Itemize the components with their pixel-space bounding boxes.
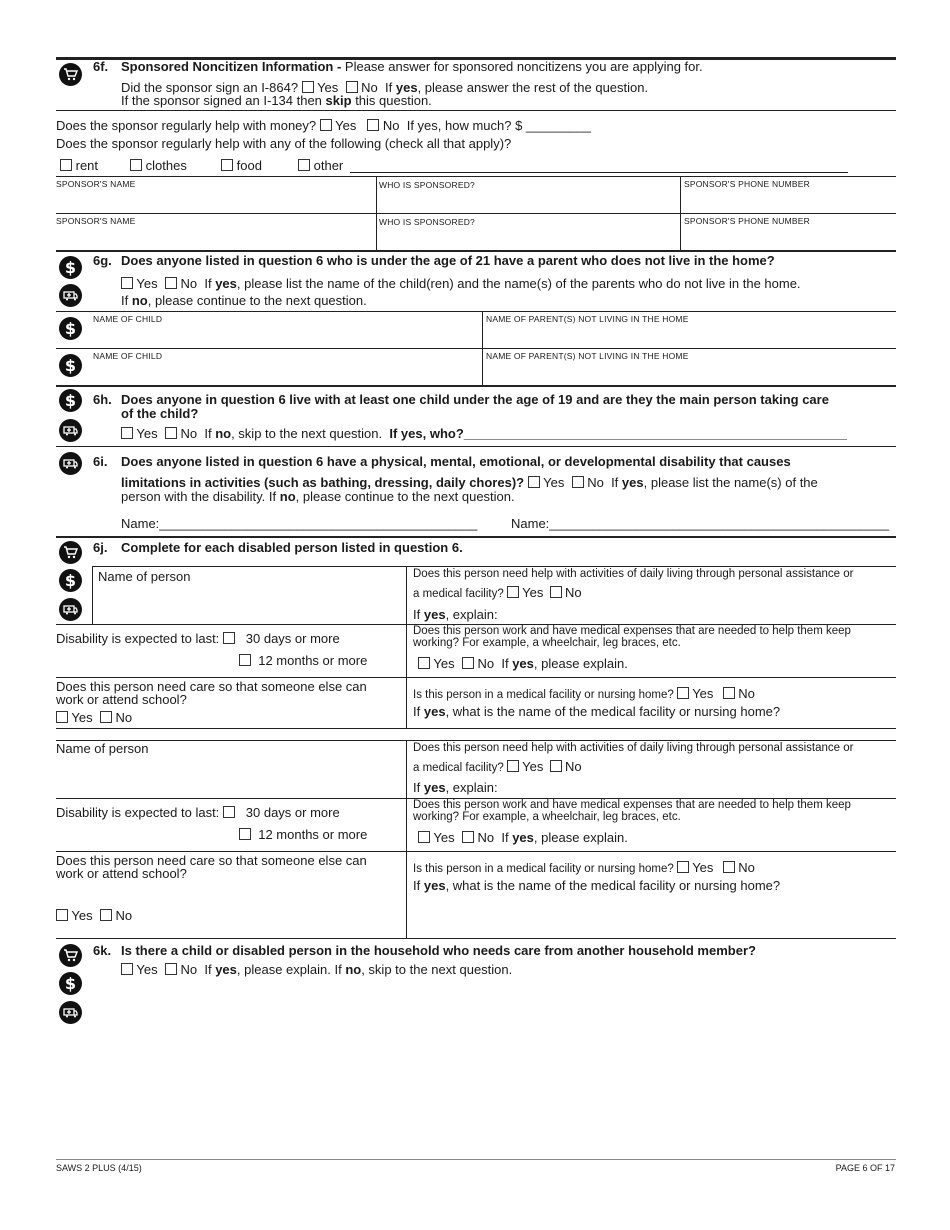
caretaker-who-field[interactable]: If yes, who?_____________________________________________________: [389, 426, 847, 441]
section-number: 6k.: [93, 943, 112, 958]
i864-yes-checkbox[interactable]: [302, 81, 314, 93]
facility-no-checkbox[interactable]: [723, 687, 735, 699]
section-question: Is there a child or disabled person in the household who needs care from another household member?: [121, 943, 756, 958]
facility-name-question: If yes, what is the name of the medical facility or nursing home?: [413, 878, 781, 893]
sponsor-phone-label: SPONSOR'S PHONE NUMBER: [684, 179, 810, 189]
adl-yes-checkbox[interactable]: [507, 760, 519, 772]
adl-explain: If yes, explain:: [413, 780, 498, 795]
clothes-checkbox[interactable]: [130, 159, 142, 171]
divider: [56, 385, 896, 387]
dollar-icon: $: [59, 317, 82, 340]
divider: [92, 566, 93, 624]
medical-icon: [59, 452, 82, 475]
child-name-label: NAME OF CHILD: [93, 314, 163, 324]
facility-yes-checkbox[interactable]: [677, 861, 689, 873]
disability-duration-label: Disability is expected to last: 30 days or more: [56, 631, 340, 646]
months12-checkbox[interactable]: [239, 654, 251, 666]
days30-checkbox[interactable]: [223, 806, 235, 818]
divider: [56, 728, 896, 729]
months12-option: 12 months or more: [239, 653, 367, 668]
divider: [56, 110, 896, 111]
caretaker-options: Yes No If no, skip to the next question. If yes, who?_____________________________________________________: [121, 426, 847, 441]
care-no-checkbox[interactable]: [100, 711, 112, 723]
adl-options: a medical facility? Yes No: [413, 585, 582, 600]
section-question: Does anyone listed in question 6 have a physical, mental, emotional, or developmental disability that causes: [121, 454, 791, 469]
money-yes-checkbox[interactable]: [320, 119, 332, 131]
divider: [56, 446, 896, 447]
care-question: Does this person need care so that someone else can: [56, 853, 367, 868]
cart-icon: [59, 541, 82, 564]
adl-question: Does this person need help with activities of daily living through personal assistance or: [413, 568, 854, 580]
who-sponsored-label: WHO IS SPONSORED?: [379, 217, 475, 227]
caretaker-yes-checkbox[interactable]: [121, 427, 133, 439]
help-options: rent: [60, 158, 98, 173]
work-no-checkbox[interactable]: [462, 831, 474, 843]
work-options: Yes No If yes, please explain.: [418, 656, 628, 671]
section-question: Does anyone in question 6 live with at least one child under the age of 19 and are they the main person taking care: [121, 392, 829, 407]
work-question: Does this person work and have medical expenses that are needed to help them keep: [413, 799, 851, 811]
care-member-no-checkbox[interactable]: [165, 963, 177, 975]
sponsor-phone-label: SPONSOR'S PHONE NUMBER: [684, 216, 810, 226]
adl-explain: If yes, explain:: [413, 607, 498, 622]
divider: [56, 348, 896, 349]
disability-name-field-1[interactable]: Name:____________________________________________: [121, 516, 478, 531]
other-option: other: [298, 158, 343, 173]
work-options: Yes No If yes, please explain.: [418, 830, 628, 845]
parent-name-label: NAME OF PARENT(S) NOT LIVING IN THE HOME: [486, 314, 689, 324]
parent-question-options: Yes No If yes, please list the name of the child(ren) and the name(s) of the parents who do not live in the home.: [121, 276, 801, 291]
cart-icon: [59, 944, 82, 967]
care-yes-checkbox[interactable]: [56, 909, 68, 921]
months12-option: 12 months or more: [239, 827, 367, 842]
disability-duration-label: Disability is expected to last: 30 days or more: [56, 805, 340, 820]
dollar-icon: $: [59, 389, 82, 412]
divider: [680, 176, 681, 250]
months12-checkbox[interactable]: [239, 828, 251, 840]
days30-checkbox[interactable]: [223, 632, 235, 644]
medical-icon: [59, 419, 82, 442]
divider: [56, 250, 896, 252]
work-yes-checkbox[interactable]: [418, 657, 430, 669]
divider: [376, 176, 377, 250]
food-checkbox[interactable]: [221, 159, 233, 171]
adl-no-checkbox[interactable]: [550, 760, 562, 772]
parent-no-checkbox[interactable]: [165, 277, 177, 289]
facility-no-checkbox[interactable]: [723, 861, 735, 873]
divider: [406, 740, 407, 938]
adl-question: Does this person need help with activities of daily living through personal assistance or: [413, 742, 854, 754]
money-question: Does the sponsor regularly help with money? Yes No If yes, how much? $ _________: [56, 118, 591, 133]
i864-no-checkbox[interactable]: [346, 81, 358, 93]
divider: [56, 938, 896, 939]
section-number: 6g.: [93, 253, 112, 268]
divider: [56, 176, 896, 177]
parent-name-label: NAME OF PARENT(S) NOT LIVING IN THE HOME: [486, 351, 689, 361]
page-number: PAGE 6 OF 17: [835, 1163, 895, 1173]
divider: [56, 851, 896, 852]
work-question: Does this person work and have medical expenses that are needed to help them keep: [413, 625, 851, 637]
form-id: SAWS 2 PLUS (4/15): [56, 1163, 142, 1173]
disability-yes-checkbox[interactable]: [528, 476, 540, 488]
divider: [56, 311, 896, 312]
medical-icon: [59, 284, 82, 307]
person-name-label: Name of person: [98, 569, 191, 584]
disability-name-field-2[interactable]: Name:_______________________________________________: [511, 516, 890, 531]
care-question-cont: work or attend school?: [56, 692, 187, 707]
work-no-checkbox[interactable]: [462, 657, 474, 669]
care-question: Does this person need care so that someone else can: [56, 679, 367, 694]
care-no-checkbox[interactable]: [100, 909, 112, 921]
work-question-cont: working? For example, a wheelchair, leg braces, etc.: [413, 637, 681, 649]
adl-yes-checkbox[interactable]: [507, 586, 519, 598]
section-number: 6h.: [93, 392, 112, 407]
facility-yes-checkbox[interactable]: [677, 687, 689, 699]
section-number: 6f.: [93, 59, 109, 74]
dollar-icon: $: [59, 256, 82, 279]
clothes-option: clothes: [130, 158, 187, 173]
adl-no-checkbox[interactable]: [550, 586, 562, 598]
i864-question: Did the sponsor sign an I-864? Yes No If yes, please answer the rest of the question.: [121, 80, 649, 95]
section-title: Complete for each disabled person listed in question 6.: [121, 540, 463, 555]
child-name-label: NAME OF CHILD: [93, 351, 163, 361]
divider: [92, 566, 896, 567]
other-checkbox[interactable]: [298, 159, 310, 171]
medical-icon: [59, 598, 82, 621]
care-options: Yes No: [56, 908, 132, 923]
sponsor-name-label: SPONSOR'S NAME: [56, 179, 136, 189]
sponsor-name-label: SPONSOR'S NAME: [56, 216, 136, 226]
care-options: Yes No: [56, 710, 132, 725]
facility-name-question: If yes, what is the name of the medical facility or nursing home?: [413, 704, 781, 719]
parent-no-note: If no, please continue to the next question.: [121, 293, 367, 308]
caretaker-no-checkbox[interactable]: [165, 427, 177, 439]
food-option: food: [221, 158, 262, 173]
section-question: Does anyone listed in question 6 who is under the age of 21 have a parent who does not live in the home?: [121, 253, 775, 268]
disability-note: person with the disability. If no, please continue to the next question.: [121, 489, 515, 504]
disability-options: limitations in activities (such as bathing, dressing, daily chores)? Yes No If yes, please list the name(s) of the: [121, 475, 818, 490]
work-question-cont: working? For example, a wheelchair, leg braces, etc.: [413, 811, 681, 823]
section-question-cont: of the child?: [121, 406, 199, 421]
care-yes-checkbox[interactable]: [56, 711, 68, 723]
other-input[interactable]: [350, 172, 848, 173]
divider: [56, 740, 896, 741]
medical-icon: [59, 1001, 82, 1024]
rent-checkbox[interactable]: [60, 159, 72, 171]
section-title: Sponsored Noncitizen Information - Please answer for sponsored noncitizens you are applying for.: [121, 59, 703, 74]
section-number: 6i.: [93, 454, 108, 469]
divider: [56, 677, 896, 678]
adl-options: a medical facility? Yes No: [413, 759, 582, 774]
footer-divider: [56, 1159, 896, 1160]
person-name-label: Name of person: [56, 741, 149, 756]
disability-no-checkbox[interactable]: [572, 476, 584, 488]
care-member-yes-checkbox[interactable]: [121, 963, 133, 975]
dollar-icon: $: [59, 972, 82, 995]
parent-yes-checkbox[interactable]: [121, 277, 133, 289]
dollar-icon: $: [59, 354, 82, 377]
i134-note: If the sponsor signed an I-134 then skip this question.: [121, 93, 432, 108]
dollar-icon: $: [59, 569, 82, 592]
work-yes-checkbox[interactable]: [418, 831, 430, 843]
facility-question: Is this person in a medical facility or nursing home? Yes No: [413, 686, 755, 701]
money-no-checkbox[interactable]: [367, 119, 379, 131]
divider: [406, 566, 407, 728]
care-question-cont: work or attend school?: [56, 866, 187, 881]
divider: [482, 311, 483, 385]
care-member-options: Yes No If yes, please explain. If no, skip to the next question.: [121, 962, 512, 977]
divider: [56, 213, 896, 214]
section-number: 6j.: [93, 540, 108, 555]
help-question: Does the sponsor regularly help with any of the following (check all that apply)?: [56, 136, 512, 151]
who-sponsored-label: WHO IS SPONSORED?: [379, 180, 475, 190]
divider: [56, 536, 896, 538]
facility-question: Is this person in a medical facility or nursing home? Yes No: [413, 860, 755, 875]
cart-icon: [59, 63, 82, 86]
